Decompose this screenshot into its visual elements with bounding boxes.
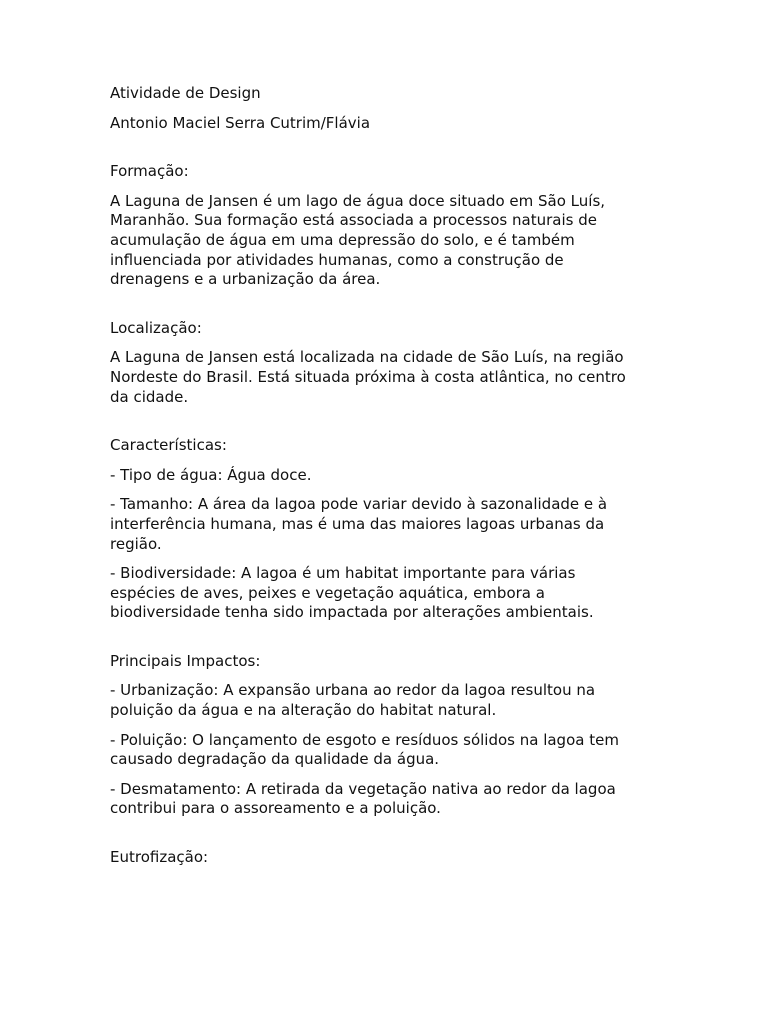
section-heading-localizacao: Localização: bbox=[110, 318, 202, 337]
document-authors: Antonio Maciel Serra Cutrim/Flávia bbox=[110, 113, 371, 132]
document-page bbox=[110, 84, 670, 868]
list-item-urbanizacao: - Urbanização: A expansão urbana ao redor da lagoa resultou na poluição da água e na alteração do habitat natural. bbox=[110, 681, 596, 720]
section-heading-impactos: Principais Impactos: bbox=[110, 651, 261, 670]
section-text-localizacao: A Laguna de Jansen está localizada na cidade de São Luís, na região Nordeste do Brasil. Está situada próxima à costa atlântica, no centro da cidade. bbox=[110, 348, 626, 406]
section-heading-eutrofizacao: Eutrofização: bbox=[110, 848, 209, 867]
list-item-desmatamento: - Desmatamento: A retirada da vegetação nativa ao redor da lagoa contribui para o assoreamento e a poluição. bbox=[110, 779, 616, 818]
section-heading-formacao: Formação: bbox=[110, 162, 189, 181]
list-item-biodiversidade: - Biodiversidade: A lagoa é um habitat importante para várias espécies de aves, peixes e vegetação aquática, embora a biodiversidade tenha sido impactada por alterações ambientais. bbox=[110, 564, 594, 622]
document-title: Atividade de Design bbox=[110, 84, 261, 102]
section-heading-caracteristicas: Características: bbox=[110, 436, 227, 455]
list-item-poluicao: - Poluição: O lançamento de esgoto e resíduos sólidos na lagoa tem causado degradação da qualidade da água. bbox=[110, 730, 619, 769]
list-item-tamanho: - Tamanho: A área da lagoa pode variar devido à sazonalidade e à interferência humana, mas é uma das maiores lagoas urbanas da região. bbox=[110, 495, 608, 553]
section-text-formacao: A Laguna de Jansen é um lago de água doce situado em São Luís, Maranhão. Sua formação está associada a processos naturais de acumulação de água em uma depressão do solo, e é também influenciada por atividades humanas, como a construção de drenagens e a urbanização da área. bbox=[110, 191, 606, 289]
list-item-tipo-agua: - Tipo de água: Água doce. bbox=[110, 465, 312, 484]
